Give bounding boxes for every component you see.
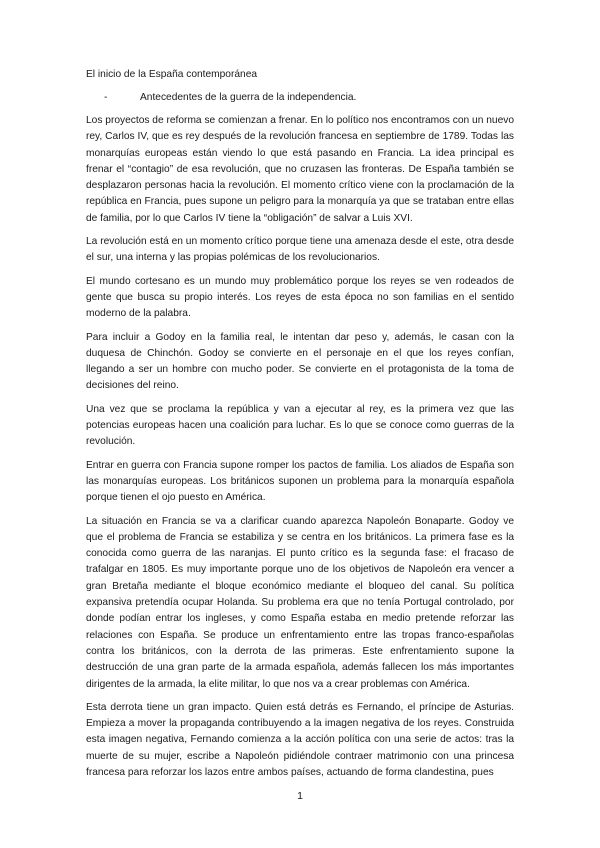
subheading-dash: - [104, 92, 108, 103]
subheading-text: Antecedentes de la guerra de la independencia. [140, 92, 357, 103]
page-number: 1 [297, 790, 303, 802]
paragraph: Para incluir a Godoy en la familia real, le intentan dar peso y, además, le casan con la duquesa de Chinchón. Godoy se convierte en el personaje en el que los reyes confían, llegando a ser un hombre con mucho poder. Se convierte en el protagonista de la toma de decisiones del reino. [86, 331, 514, 392]
paragraph: Una vez que se proclama la república y van a ejecutar al rey, es la primera vez que las potencias europeas hacen una coalición para luchar. Es lo que se conoce como guerras de la revolución. [86, 403, 514, 448]
paragraph: El mundo cortesano es un mundo muy problemático porque los reyes se ven rodeados de gente que busca su propio interés. Los reyes de esta época no son familias en el sentido moderno de la palabra. [86, 275, 514, 320]
document-title: El inicio de la España contemporánea [86, 69, 258, 80]
paragraph: Los proyectos de reforma se comienzan a frenar. En lo político nos encontramos con un nuevo rey, Carlos IV, que es rey después de la revolución francesa en septiembre de 1789. Todas las monarquías europeas están viendo lo que está pasando en Francia. La idea principal es frenar el “contagio” de esa revolución, que no cruzasen las fronteras. De España también se desplazaron personas hacia la revolución. El momento crítico viene con la proclamación de la república en Francia, pues supone un peligro para la monarquía ya que se trataban entre ellas de familia, por lo que Carlos IV tiene la “obligación” de salvar a Luis XVI. [86, 115, 514, 224]
paragraph: La revolución está en un momento crítico porque tiene una amenaza desde el este, otra desde el sur, una interna y las propias polémicas de los revolucionarios. [86, 236, 514, 264]
paragraph: Esta derrota tiene un gran impacto. Quien está detrás es Fernando, el príncipe de Asturias. Empieza a mover la propaganda contribuyendo a la imagen negativa de los reyes. Construida esta imagen negativa, Fernando comienza a la acción política con una serie de actos: tras la muerte de su mujer, escribe a Napoleón pidiéndole contraer matrimonio con una princesa francesa para reforzar los lazos entre ambos países, actuando de forma clandestina, pues [86, 701, 514, 778]
paragraph: Entrar en guerra con Francia supone romper los pactos de familia. Los aliados de España son las monarquías europeas. Los británicos suponen un problema para la monarquía española porque tienen el ojo puesto en América. [86, 459, 514, 504]
paragraph: La situación en Francia se va a clarificar cuando aparezca Napoleón Bonaparte. Godoy ve que el problema de Francia se estabiliza y se centra en los británicos. La primera fase es la conocida como guerra de las naranjas. El punto crítico es la segunda fase: el fracaso de trafalgar en 1805. Es muy importante porque uno de los objetivos de Napoleón era vencer a gran Bretaña mediante el bloque económico mediante el bloqueo del canal. Su política expansiva pretendía ocupar Holanda. Su problema era que no tenía Portugal controlado, por donde podían entrar los ingleses, y como España estaba en medio pretende reforzar las relaciones con España. Se produce un enfrentamiento entre las tropas franco-españolas contra los británicos, con la derrota de las primeras. Este enfrentamiento supone la destrucción de una gran parte de la armada española, además fallecen los más importantes dirigentes de la armada, la elite militar, lo que nos va a crear problemas con América. [86, 515, 514, 690]
subheading [104, 91, 514, 105]
